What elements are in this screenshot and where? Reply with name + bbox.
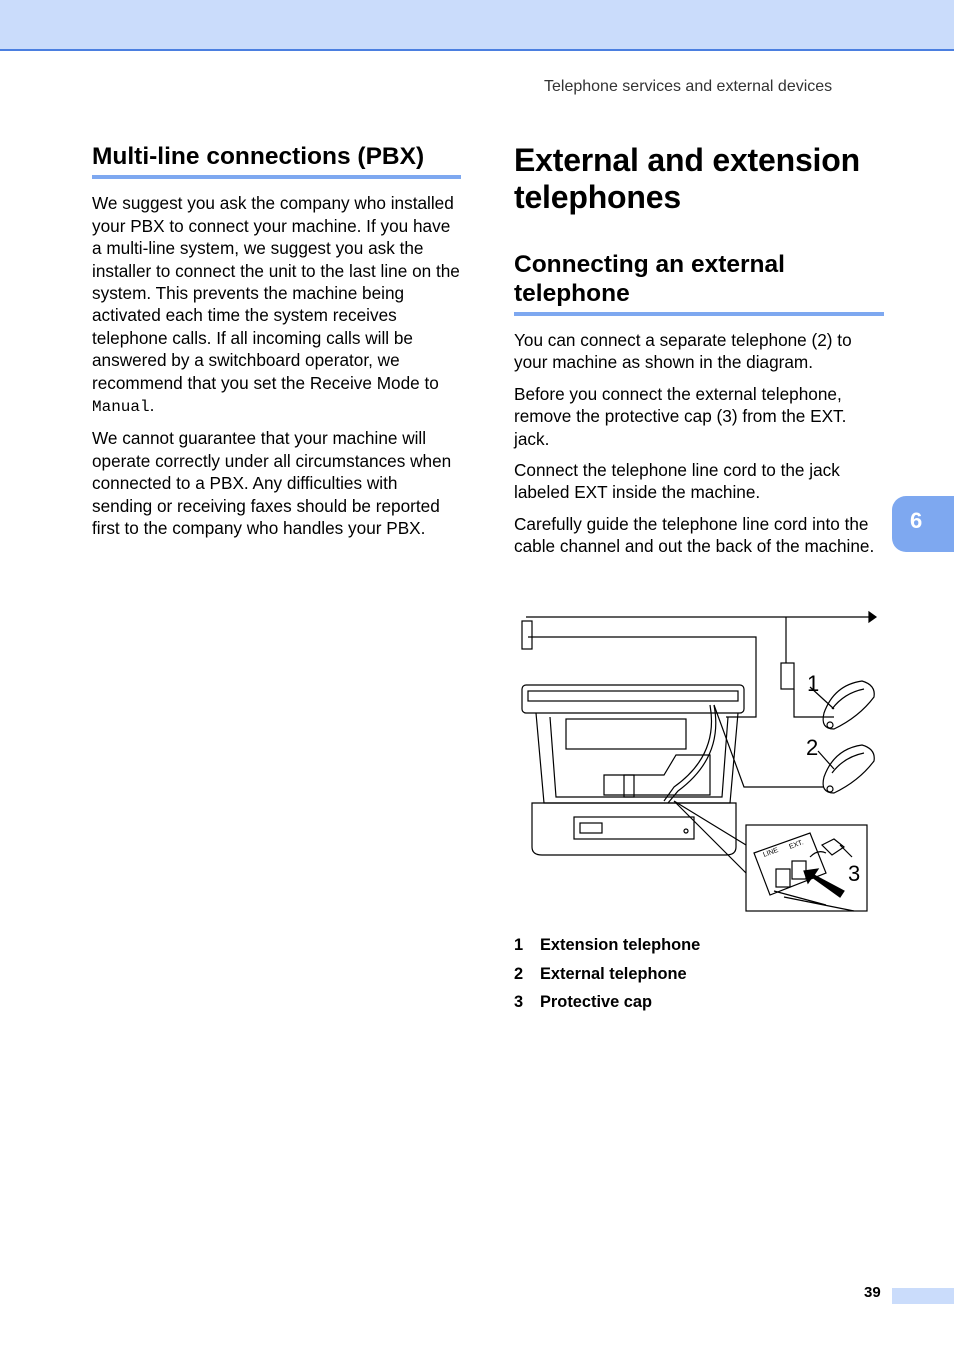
callout-line-2	[818, 751, 834, 769]
legend-item: 2 External telephone	[514, 964, 687, 983]
paragraph-ext-4: Carefully guide the telephone line cord into the cable channel and out the back of the machine.	[514, 513, 875, 557]
legend-item: 3 Protective cap	[514, 993, 653, 1011]
paragraph-pbx-1: We suggest you ask the company who installed your PBX to connect your machine. If you have a multi-line system, we suggest you ask the installer to connect the unit to the last line on the system. This prevents the machine being activated each time the system receives telephone calls. If all incoming calls will be answered by a switchboard operator, we recommend that you set the Receive Mode to Manual.	[92, 193, 460, 417]
paragraph-ext-2: Before you connect the external telephone, remove the protective cap (3) from the EXT. jack.	[514, 383, 847, 449]
running-header: Telephone services and external devices	[544, 78, 833, 95]
page-number: 39	[864, 1284, 881, 1301]
page-number-bar	[892, 1288, 954, 1304]
line-arrow	[869, 612, 876, 622]
chapter-tab: 6	[892, 496, 954, 552]
paragraph-ext-1: You can connect a separate telephone (2) to your machine as shown in the diagram.	[514, 330, 852, 373]
jack-label-line: LINE	[762, 846, 780, 859]
callout-1: 1	[807, 671, 820, 696]
extension-telephone-icon	[823, 681, 874, 729]
connection-diagram	[514, 605, 884, 915]
paragraph-ext-3: Connect the telephone line cord to the jack labeled EXT inside the machine.	[514, 460, 840, 503]
external-telephone-icon	[823, 745, 874, 793]
zoom-lines	[674, 801, 746, 873]
left-column	[92, 142, 461, 539]
extension-socket	[781, 663, 794, 689]
legend-item: 1 Extension telephone	[514, 936, 701, 954]
line-cord	[528, 637, 756, 717]
paragraph-pbx-2: We cannot guarantee that your machine will operate correctly under all circumstances when connected to a PBX. Any difficulties with sending or receiving faxes should be reported first to the company who handles your PBX.	[92, 428, 452, 539]
machine-illustration	[522, 685, 744, 855]
section-heading-pbx: Multi-line connections (PBX)	[92, 142, 461, 179]
callout-line-3	[840, 845, 852, 857]
receive-mode-value: Manual	[92, 398, 150, 417]
callout-2: 2	[806, 735, 819, 760]
section-heading-external: Connecting an external telephone	[514, 250, 884, 316]
diagram-legend	[514, 936, 700, 1022]
page-title: External and extension telephones	[514, 142, 860, 215]
wall-socket	[522, 621, 532, 649]
callout-3: 3	[848, 861, 861, 886]
top-banner	[0, 0, 954, 51]
right-column	[514, 142, 884, 558]
jack-label-ext: EXT.	[788, 839, 805, 851]
